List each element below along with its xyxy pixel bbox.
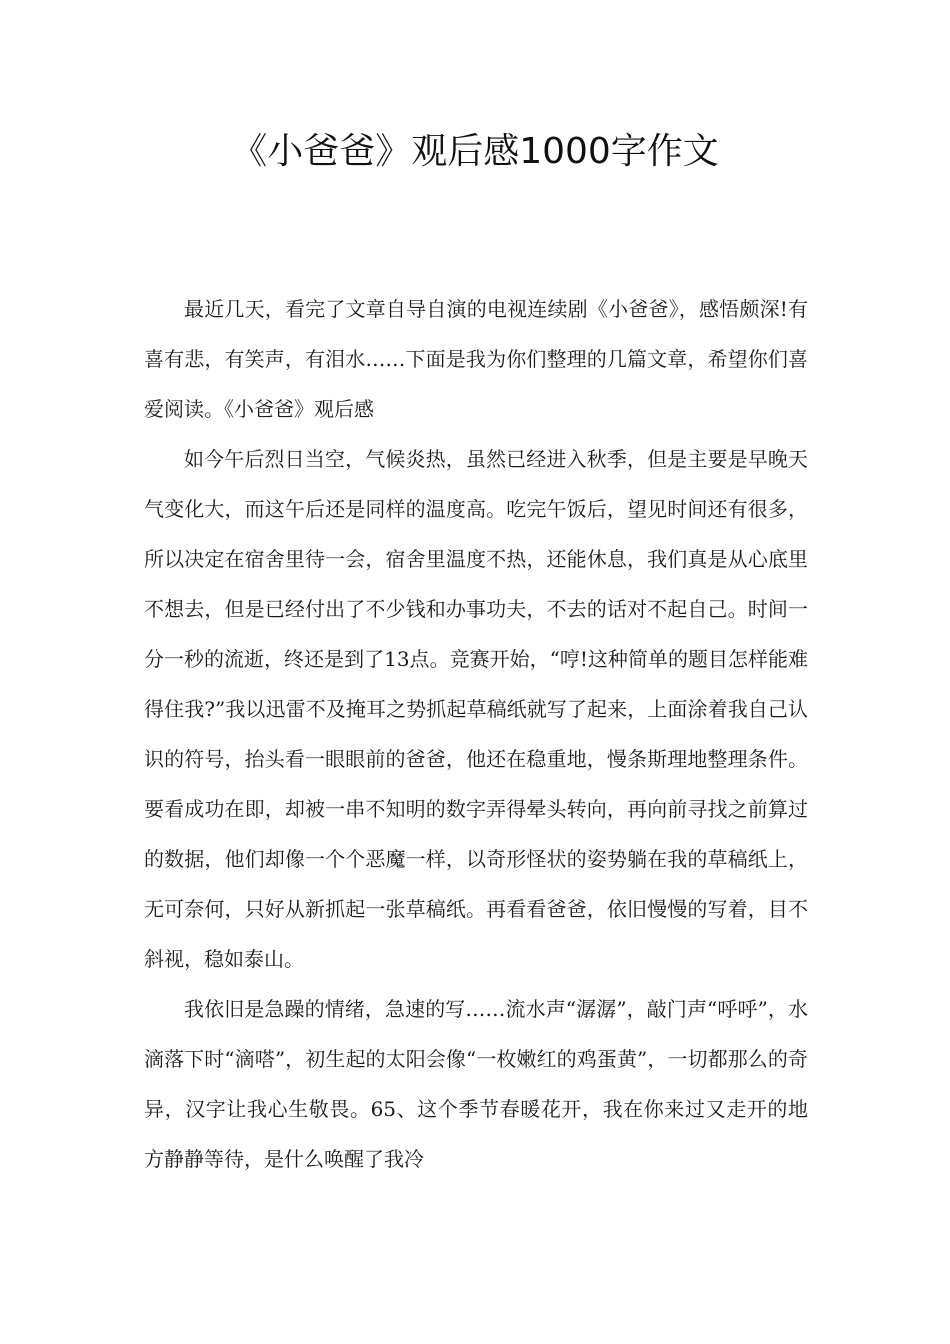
paragraph-2: 如今午后烈日当空，气候炎热，虽然已经进入秋季，但是主要是早晚天气变化大，而这午后还是同样的温度高。吃完午饭后，望见时间还有很多，所以决定在宿舍里待一会，宿舍里温度不热，还能休息，我们真是从心底里不想去，但是已经付出了不少钱和办事功夫，不去的话对不起自己。时间一分一秒的流逝，终还是到了13点。竞赛开始，“哼!这种简单的题目怎样能难得住我?”我以迅雷不及掩耳之势抓起草稿纸就写了起来，上面涂着我自己认识的符号，抬头看一眼眼前的爸爸，他还在稳重地，慢条斯理地整理条件。要看成功在即，却被一串不知明的数字弄得晕头转向，再向前寻找之前算过的数据，他们却像一个个恶魔一样，以奇形怪状的姿势躺在我的草稿纸上，无可奈何，只好从新抓起一张草稿纸。再看看爸爸，依旧慢慢的写着，目不斜视，稳如泰山。 xyxy=(144,447,808,971)
paragraph-3: 我依旧是急躁的情绪，急速的写……流水声“潺潺”，敲门声“呼呼”，水滴落下时“滴嗒”，初生起的太阳会像“一枚嫩红的鸡蛋黄”，一切都那么的奇异，汉字让我心生敬畏。65、这个季节春暖花开，我在你来过又走开的地方静静等待，是什么唤醒了我冷 xyxy=(144,997,808,1171)
document-body xyxy=(144,284,808,1184)
paragraph-1: 最近几天，看完了文章自导自演的电视连续剧《小爸爸》，感悟颇深!有喜有悲，有笑声，有泪水……下面是我为你们整理的几篇文章，希望你们喜爱阅读。《小爸爸》观后感 xyxy=(144,297,808,421)
document-title: 《小爸爸》观后感1000字作文 xyxy=(231,131,719,172)
